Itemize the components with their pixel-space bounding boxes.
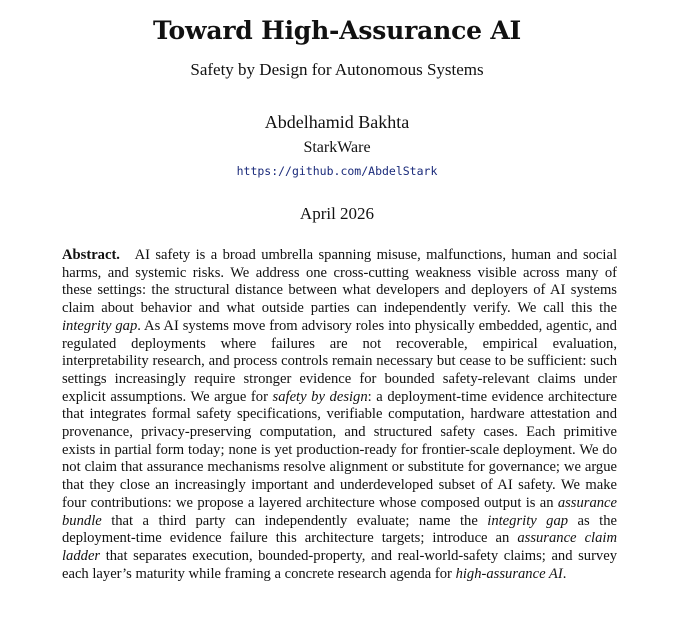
abstract-emphasis: assurance bundle [62, 494, 617, 529]
abstract-text: . As AI systems move from advisory roles into physically embedded, agentic, and regulated deployments where failures are not recoverable, empirical evaluation, interpretability research, and process controls remain necessary but cease to be sufficient: such settings increasingly require stronger evidence for bounded safety-relevant claims under explicit assumptions. We argue for [62, 317, 617, 405]
abstract-text: . [562, 565, 567, 582]
abstract-paragraph [62, 247, 617, 583]
abstract-text: : a deployment-time evidence architecture that integrates formal safety specifications, verifiable computation, hardware attestation and provenance, privacy-preserving computation, and structured safety cases. Each primitive exists in partial form today; none is yet production-ready for frontier-scale deployment. We do not claim that assurance mechanisms resolve alignment or substitute for governance; we argue that they close an increasingly important and underdeveloped subset of AI safety. We make four contributions: we propose a layered architecture whose composed output is an [62, 388, 617, 511]
abstract-text: that separates execution, bounded-property, and real-world-safety claims; and survey each layer’s maturity while framing a concrete research agenda for [62, 547, 617, 582]
paper-subtitle: Safety by Design for Autonomous Systems [190, 60, 484, 79]
abstract-text: that a third party can independently evaluate; name the [101, 512, 488, 529]
abstract-body [62, 247, 617, 582]
abstract-emphasis: integrity gap [487, 512, 569, 529]
author-name: Abdelhamid Bakhta [264, 112, 410, 132]
paper-date: April 2026 [299, 204, 375, 223]
abstract-emphasis: high-assurance AI [455, 565, 563, 582]
abstract-emphasis: integrity gap [62, 317, 138, 334]
author-affiliation: StarkWare [303, 139, 371, 156]
abstract-text: as the deployment-time evidence failure this architecture targets; introduce an [62, 512, 617, 547]
abstract-emphasis: assurance claim ladder [62, 530, 617, 564]
author-url-link[interactable]: https://github.com/AbdelStark [236, 164, 438, 178]
abstract-emphasis: safety by design [272, 388, 368, 405]
abstract-label: Abstract. [62, 247, 120, 263]
abstract-text: AI safety is a broad umbrella spanning misuse, malfunctions, human and social harms, and systemic risks. We address one cross-cutting weakness visible across many of these settings: the structural distance between what developers and deployers of AI systems claim about behavior and what outside parties can independently verify. We call this the [62, 247, 617, 317]
paper-title: Toward High-Assurance AI [152, 16, 522, 45]
